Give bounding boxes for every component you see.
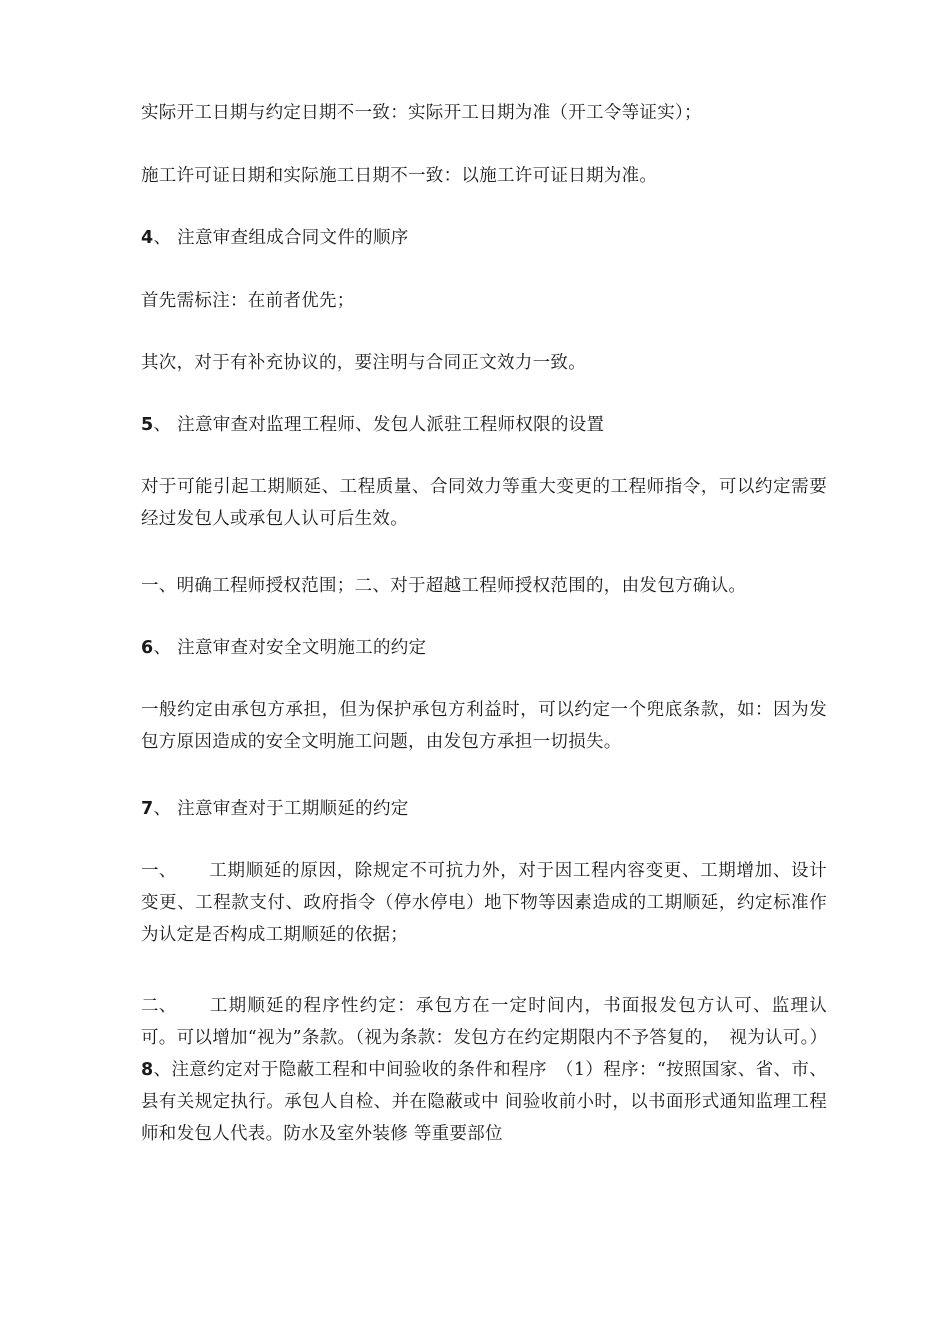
section-number: 6 xyxy=(141,638,154,658)
section-title: 、 注意审查组成合同文件的顺序 xyxy=(153,228,409,248)
section-title: 、 注意审查对监理工程师、发包人派驻工程师权限的设置 xyxy=(153,415,605,435)
section-number: 8 xyxy=(141,1060,154,1080)
paragraph-authorization-scope: 一、明确工程师授权范围；二、对于超越工程师授权范围的，由发包方确认。 xyxy=(141,576,747,596)
heading-section-4 xyxy=(141,222,827,254)
heading-section-6 xyxy=(141,632,827,664)
list-marker: 一、 xyxy=(141,861,177,881)
paragraph-supplement-agreement: 其次，对于有补充协议的，要注明与合同正文效力一致。 xyxy=(141,353,586,373)
heading-section-5 xyxy=(141,409,827,441)
paragraph-engineer-instructions: 对于可能引起工期顺延、工程质量、合同效力等重大变更的工程师指令，可以约定需要经过发包人或承包人认可后生效。 xyxy=(141,477,827,529)
list-marker: 二、 xyxy=(141,996,177,1016)
section-title: 、 注意审查对安全文明施工的约定 xyxy=(153,638,427,658)
heading-section-7 xyxy=(141,793,827,825)
section-title: 、 注意审查对于工期顺延的约定 xyxy=(153,799,409,819)
paragraph-permit-date: 施工许可证日期和实际施工日期不一致：以施工许可证日期为准。 xyxy=(141,166,658,186)
paragraph-text-continued: 、注意约定对于隐蔽工程和中间验收的条件和程序 （1）程序：“按照国家、省、市、县有关规定执行。承包人自检、并在隐蔽或中 间验收前小时，以书面形式通知监理工程师和发包人代表。防水及室外装修 等重要部位 xyxy=(141,1060,827,1144)
paragraph-delay-procedure xyxy=(141,990,827,1150)
paragraph-safety-clause: 一般约定由承包方承担，但为保护承包方利益时，可以约定一个兜底条款，如：因为发包方原因造成的安全文明施工问题，由发包方承担一切损失。 xyxy=(141,700,827,752)
paragraph-delay-causes xyxy=(141,855,827,951)
paragraph-actual-start-date: 实际开工日期与约定日期不一致：实际开工日期为准（开工令等证实）； xyxy=(141,103,702,123)
section-number: 5 xyxy=(141,415,154,435)
section-number: 4 xyxy=(141,228,154,248)
paragraph-priority-note: 首先需标注：在前者优先； xyxy=(141,291,355,311)
paragraph-text: 工期顺延的程序性约定：承包方在一定时间内，书面报发包方认可、监理认可。可以增加“视为”条款。（视为条款：发包方在约定期限内不予答复的， 视为认可。） xyxy=(141,996,828,1048)
section-number: 7 xyxy=(141,799,154,819)
paragraph-text: 工期顺延的原因，除规定不可抗力外，对于因工程内容变更、工期增加、设计变更、工程款支付、政府指令（停水停电）地下物等因素造成的工期顺延，约定标准作为认定是否构成工期顺延的依据； xyxy=(141,861,827,945)
